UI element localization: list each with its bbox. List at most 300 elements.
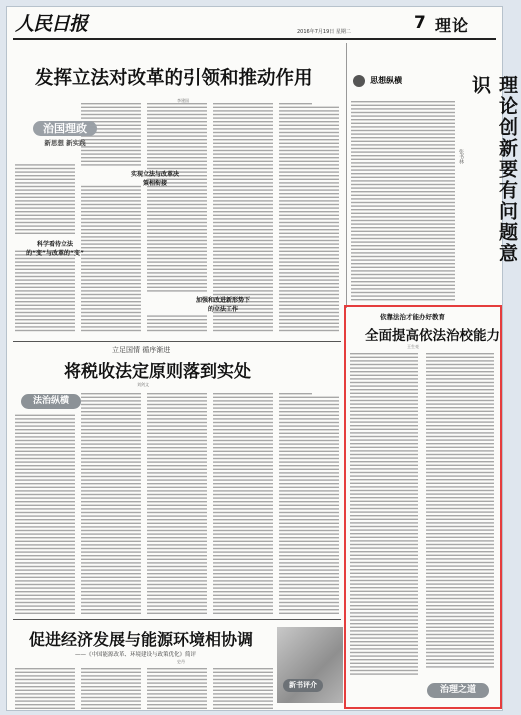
- text-line: [15, 548, 75, 549]
- subhead-3: 加强和改进新形势下的立法工作: [195, 297, 250, 313]
- text-line: [81, 247, 141, 248]
- text-line: [426, 519, 494, 520]
- text-line: [351, 169, 455, 170]
- text-line: [279, 125, 339, 126]
- text-line: [147, 559, 207, 560]
- text-line: [15, 233, 75, 234]
- text-line: [213, 595, 273, 596]
- text-line: [213, 326, 273, 327]
- text-line: [15, 326, 75, 327]
- text-line: [147, 584, 207, 585]
- text-line: [279, 465, 339, 466]
- text-line: [350, 385, 418, 386]
- text-line: [147, 204, 207, 205]
- text-line: [81, 207, 141, 208]
- text-line: [147, 544, 207, 545]
- text-line: [15, 566, 75, 567]
- text-line: [351, 115, 455, 116]
- text-line: [279, 114, 339, 115]
- text-line: [81, 693, 141, 694]
- text-line: [213, 197, 273, 198]
- text-line: [279, 251, 339, 252]
- text-line: [350, 583, 418, 584]
- text-line: [279, 261, 339, 262]
- text-line: [15, 211, 75, 212]
- text-line: [15, 602, 75, 603]
- text-line: [426, 375, 494, 376]
- text-line: [279, 269, 339, 270]
- text-line: [426, 547, 494, 548]
- text-line: [15, 451, 75, 452]
- text-line: [350, 576, 418, 577]
- text-line: [147, 157, 207, 158]
- text-line: [350, 547, 418, 548]
- text-line: [147, 469, 207, 470]
- text-line: [279, 458, 339, 459]
- text-line: [81, 265, 141, 266]
- text-line: [213, 168, 273, 169]
- text-line: [279, 323, 339, 324]
- text-line: [350, 627, 418, 628]
- text-line: [81, 269, 141, 270]
- text-line: [213, 269, 273, 270]
- text-line: [351, 231, 455, 232]
- text-line: [81, 251, 141, 252]
- text-line: [15, 591, 75, 592]
- text-line: [426, 544, 494, 545]
- text-line: [279, 598, 339, 599]
- text-line: [147, 125, 207, 126]
- text-line: [350, 479, 418, 480]
- text-line: [350, 616, 418, 617]
- text-line: [213, 218, 273, 219]
- text-line: [81, 193, 141, 194]
- text-line: [213, 587, 273, 588]
- text-line: [426, 465, 494, 466]
- text-line: [213, 157, 273, 158]
- badge-subtitle: 新思想 新实践: [44, 139, 86, 147]
- text-line: [15, 555, 75, 556]
- text-line: [147, 236, 207, 237]
- text-line: [351, 209, 455, 210]
- text-line: [81, 436, 141, 437]
- text-line: [15, 425, 75, 426]
- text-line: [81, 197, 141, 198]
- text-line: [15, 598, 75, 599]
- text-line: [279, 283, 339, 284]
- text-line: [213, 287, 273, 288]
- text-line: [279, 247, 339, 248]
- text-line: [147, 150, 207, 151]
- text-line: [81, 505, 141, 506]
- text-line: [426, 605, 494, 606]
- text-line: [15, 690, 75, 691]
- text-line: [15, 577, 75, 578]
- text-line: [426, 407, 494, 408]
- text-line: [213, 215, 273, 216]
- text-line: [350, 637, 418, 638]
- text-line: [350, 558, 418, 559]
- text-line: [81, 580, 141, 581]
- text-line: [279, 479, 339, 480]
- text-line: [15, 708, 75, 709]
- text-line: [426, 483, 494, 484]
- text-line: [15, 605, 75, 606]
- text-line: [279, 566, 339, 567]
- text-line: [81, 559, 141, 560]
- text-line: [426, 580, 494, 581]
- text-line: [213, 548, 273, 549]
- text-line: [81, 290, 141, 291]
- text-line: [15, 429, 75, 430]
- text-line: [213, 135, 273, 136]
- page-number: 7: [414, 13, 426, 33]
- text-line: [147, 533, 207, 534]
- text-line: [350, 598, 418, 599]
- text-line: [279, 519, 339, 520]
- text-line: [15, 283, 75, 284]
- text-line: [81, 407, 141, 408]
- text-line: [350, 375, 418, 376]
- text-line: [426, 443, 494, 444]
- text-line: [350, 526, 418, 527]
- text-line: [213, 404, 273, 405]
- text-line: [15, 287, 75, 288]
- text-line: [350, 580, 418, 581]
- text-line: [213, 458, 273, 459]
- text-line: [279, 537, 339, 538]
- text-line: [279, 613, 339, 614]
- text-line: [350, 439, 418, 440]
- text-line: [15, 704, 75, 705]
- text-line: [81, 272, 141, 273]
- text-line: [213, 544, 273, 545]
- text-line: [15, 501, 75, 502]
- text-line: [351, 274, 455, 275]
- text-line: [81, 690, 141, 691]
- text-line: [15, 494, 75, 495]
- text-line: [81, 587, 141, 588]
- text-line: [213, 418, 273, 419]
- text-line: [213, 605, 273, 606]
- text-line: [147, 512, 207, 513]
- text-line: [279, 265, 339, 266]
- text-line: [426, 529, 494, 530]
- text-line: [279, 404, 339, 405]
- text-line: [15, 526, 75, 527]
- text-line: [81, 312, 141, 313]
- badge-title: 治国理政: [33, 121, 97, 136]
- text-line: [350, 504, 418, 505]
- text-line: [147, 591, 207, 592]
- text-line: [81, 566, 141, 567]
- text-line: [279, 110, 339, 111]
- text-line: [147, 211, 207, 212]
- text-line: [81, 258, 141, 259]
- text-line: [213, 283, 273, 284]
- text-line: [279, 193, 339, 194]
- text-line: [279, 240, 339, 241]
- text-line: [15, 584, 75, 585]
- text-line: [279, 233, 339, 234]
- text-line: [147, 476, 207, 477]
- text-line: [351, 187, 455, 188]
- text-line: [147, 682, 207, 683]
- text-line: [213, 519, 273, 520]
- text-line: [147, 207, 207, 208]
- newspaper-logo: 人民日报: [15, 13, 88, 35]
- text-line: [81, 519, 141, 520]
- text-line: [279, 305, 339, 306]
- text-line: [81, 672, 141, 673]
- text-line: [147, 189, 207, 190]
- text-line: [81, 700, 141, 701]
- text-line: [15, 415, 75, 416]
- text-line: [15, 297, 75, 298]
- text-line: [81, 584, 141, 585]
- text-line: [279, 584, 339, 585]
- text-line: [350, 364, 418, 365]
- text-line: [279, 573, 339, 574]
- text-line: [279, 559, 339, 560]
- text-line: [213, 204, 273, 205]
- text-line: [279, 595, 339, 596]
- text-line: [147, 290, 207, 291]
- text-line: [350, 648, 418, 649]
- text-line: [15, 682, 75, 683]
- text-line: [147, 240, 207, 241]
- text-line: [15, 508, 75, 509]
- bottom-article-byline: 史丹: [177, 659, 185, 664]
- text-line: [426, 663, 494, 664]
- text-line: [426, 533, 494, 534]
- text-line: [147, 613, 207, 614]
- text-line: [426, 436, 494, 437]
- text-line: [213, 175, 273, 176]
- text-line: [350, 396, 418, 397]
- text-line: [350, 353, 418, 354]
- text-line: [350, 414, 418, 415]
- text-line: [279, 107, 339, 108]
- text-line: [279, 139, 339, 140]
- text-line: [147, 265, 207, 266]
- text-line: [279, 515, 339, 516]
- text-line: [351, 277, 455, 278]
- text-line: [213, 472, 273, 473]
- text-line: [350, 472, 418, 473]
- text-line: [279, 436, 339, 437]
- text-line: [81, 319, 141, 320]
- text-line: [213, 186, 273, 187]
- text-line: [213, 425, 273, 426]
- text-line: [213, 261, 273, 262]
- text-line: [213, 704, 273, 705]
- text-line: [15, 301, 75, 302]
- text-line: [81, 418, 141, 419]
- text-line: [350, 612, 418, 613]
- text-line: [147, 146, 207, 147]
- text-line: [15, 580, 75, 581]
- text-line: [426, 655, 494, 656]
- text-line: [147, 501, 207, 502]
- text-line: [81, 555, 141, 556]
- text-line: [147, 139, 207, 140]
- text-line: [81, 240, 141, 241]
- text-line: [213, 569, 273, 570]
- text-line: [15, 258, 75, 259]
- text-line: [147, 397, 207, 398]
- text-line: [426, 526, 494, 527]
- text-line: [147, 515, 207, 516]
- text-line: [81, 287, 141, 288]
- text-line: [213, 555, 273, 556]
- text-line: [351, 249, 455, 250]
- text-line: [81, 602, 141, 603]
- text-line: [15, 569, 75, 570]
- text-line: [350, 468, 418, 469]
- text-line: [147, 251, 207, 252]
- text-line: [147, 693, 207, 694]
- text-line: [213, 682, 273, 683]
- text-line: [213, 679, 273, 680]
- rule-of-law-badge: 法治纵横: [21, 394, 81, 409]
- text-line: [426, 360, 494, 361]
- text-line: [147, 415, 207, 416]
- text-line: [213, 107, 273, 108]
- text-line: [15, 440, 75, 441]
- text-line: [15, 551, 75, 552]
- text-line: [15, 229, 75, 230]
- text-line: [350, 673, 418, 674]
- text-line: [351, 105, 455, 106]
- text-line: [426, 555, 494, 556]
- text-line: [279, 397, 339, 398]
- text-line: [350, 511, 418, 512]
- text-line: [350, 670, 418, 671]
- text-line: [426, 627, 494, 628]
- text-line: [15, 222, 75, 223]
- text-line: [279, 330, 339, 331]
- bottom-article-title: 促进经济发展与能源环境相协调: [29, 630, 254, 649]
- text-line: [351, 173, 455, 174]
- book-review-badge: 新书评介: [283, 679, 323, 692]
- text-line: [426, 385, 494, 386]
- text-line: [15, 207, 75, 208]
- text-line: [81, 479, 141, 480]
- text-line: [279, 319, 339, 320]
- text-line: [426, 648, 494, 649]
- text-line: [147, 107, 207, 108]
- text-line: [147, 433, 207, 434]
- text-line: [213, 530, 273, 531]
- text-line: [213, 700, 273, 701]
- text-line: [279, 512, 339, 513]
- text-line: [350, 601, 418, 602]
- text-line: [350, 537, 418, 538]
- text-line: [213, 443, 273, 444]
- text-line: [351, 180, 455, 181]
- text-line: [147, 153, 207, 154]
- text-line: [350, 515, 418, 516]
- text-line: [279, 135, 339, 136]
- text-line: [351, 177, 455, 178]
- text-line: [81, 110, 141, 111]
- text-line: [81, 204, 141, 205]
- text-line: [147, 708, 207, 709]
- text-line: [426, 454, 494, 455]
- text-line: [147, 225, 207, 226]
- text-line: [81, 697, 141, 698]
- text-line: [350, 508, 418, 509]
- text-line: [81, 512, 141, 513]
- text-line: [426, 594, 494, 595]
- text-line: [213, 229, 273, 230]
- text-line: [351, 148, 455, 149]
- text-line: [279, 121, 339, 122]
- text-line: [279, 476, 339, 477]
- text-line: [147, 508, 207, 509]
- text-line: [81, 305, 141, 306]
- text-line: [15, 541, 75, 542]
- text-line: [15, 537, 75, 538]
- thought-icon: [353, 75, 365, 87]
- text-line: [147, 283, 207, 284]
- subhead-2: 实现立法与改革决策相衔接: [130, 171, 179, 187]
- text-line: [213, 114, 273, 115]
- text-line: [81, 308, 141, 309]
- text-line: [147, 566, 207, 567]
- text-line: [351, 162, 455, 163]
- text-line: [213, 315, 273, 316]
- text-line: [213, 537, 273, 538]
- text-line: [350, 652, 418, 653]
- text-line: [15, 272, 75, 273]
- text-line: [351, 130, 455, 131]
- text-line: [426, 490, 494, 491]
- text-line: [81, 598, 141, 599]
- text-line: [147, 555, 207, 556]
- text-line: [279, 551, 339, 552]
- text-line: [426, 645, 494, 646]
- text-line: [279, 393, 312, 394]
- text-line: [279, 605, 339, 606]
- text-line: [213, 179, 273, 180]
- text-line: [351, 281, 455, 282]
- text-line: [350, 544, 418, 545]
- text-line: [350, 382, 418, 383]
- text-line: [15, 490, 75, 491]
- text-line: [147, 700, 207, 701]
- text-line: [350, 436, 418, 437]
- text-line: [147, 132, 207, 133]
- text-line: [279, 461, 339, 462]
- text-line: [15, 182, 75, 183]
- text-line: [213, 609, 273, 610]
- text-line: [15, 487, 75, 488]
- text-line: [213, 258, 273, 259]
- text-line: [213, 559, 273, 560]
- text-line: [147, 497, 207, 498]
- text-line: [147, 454, 207, 455]
- text-line: [147, 114, 207, 115]
- text-line: [350, 641, 418, 642]
- text-line: [15, 215, 75, 216]
- text-line: [279, 153, 339, 154]
- text-line: [147, 287, 207, 288]
- text-line: [350, 357, 418, 358]
- text-line: [279, 501, 339, 502]
- text-line: [351, 234, 455, 235]
